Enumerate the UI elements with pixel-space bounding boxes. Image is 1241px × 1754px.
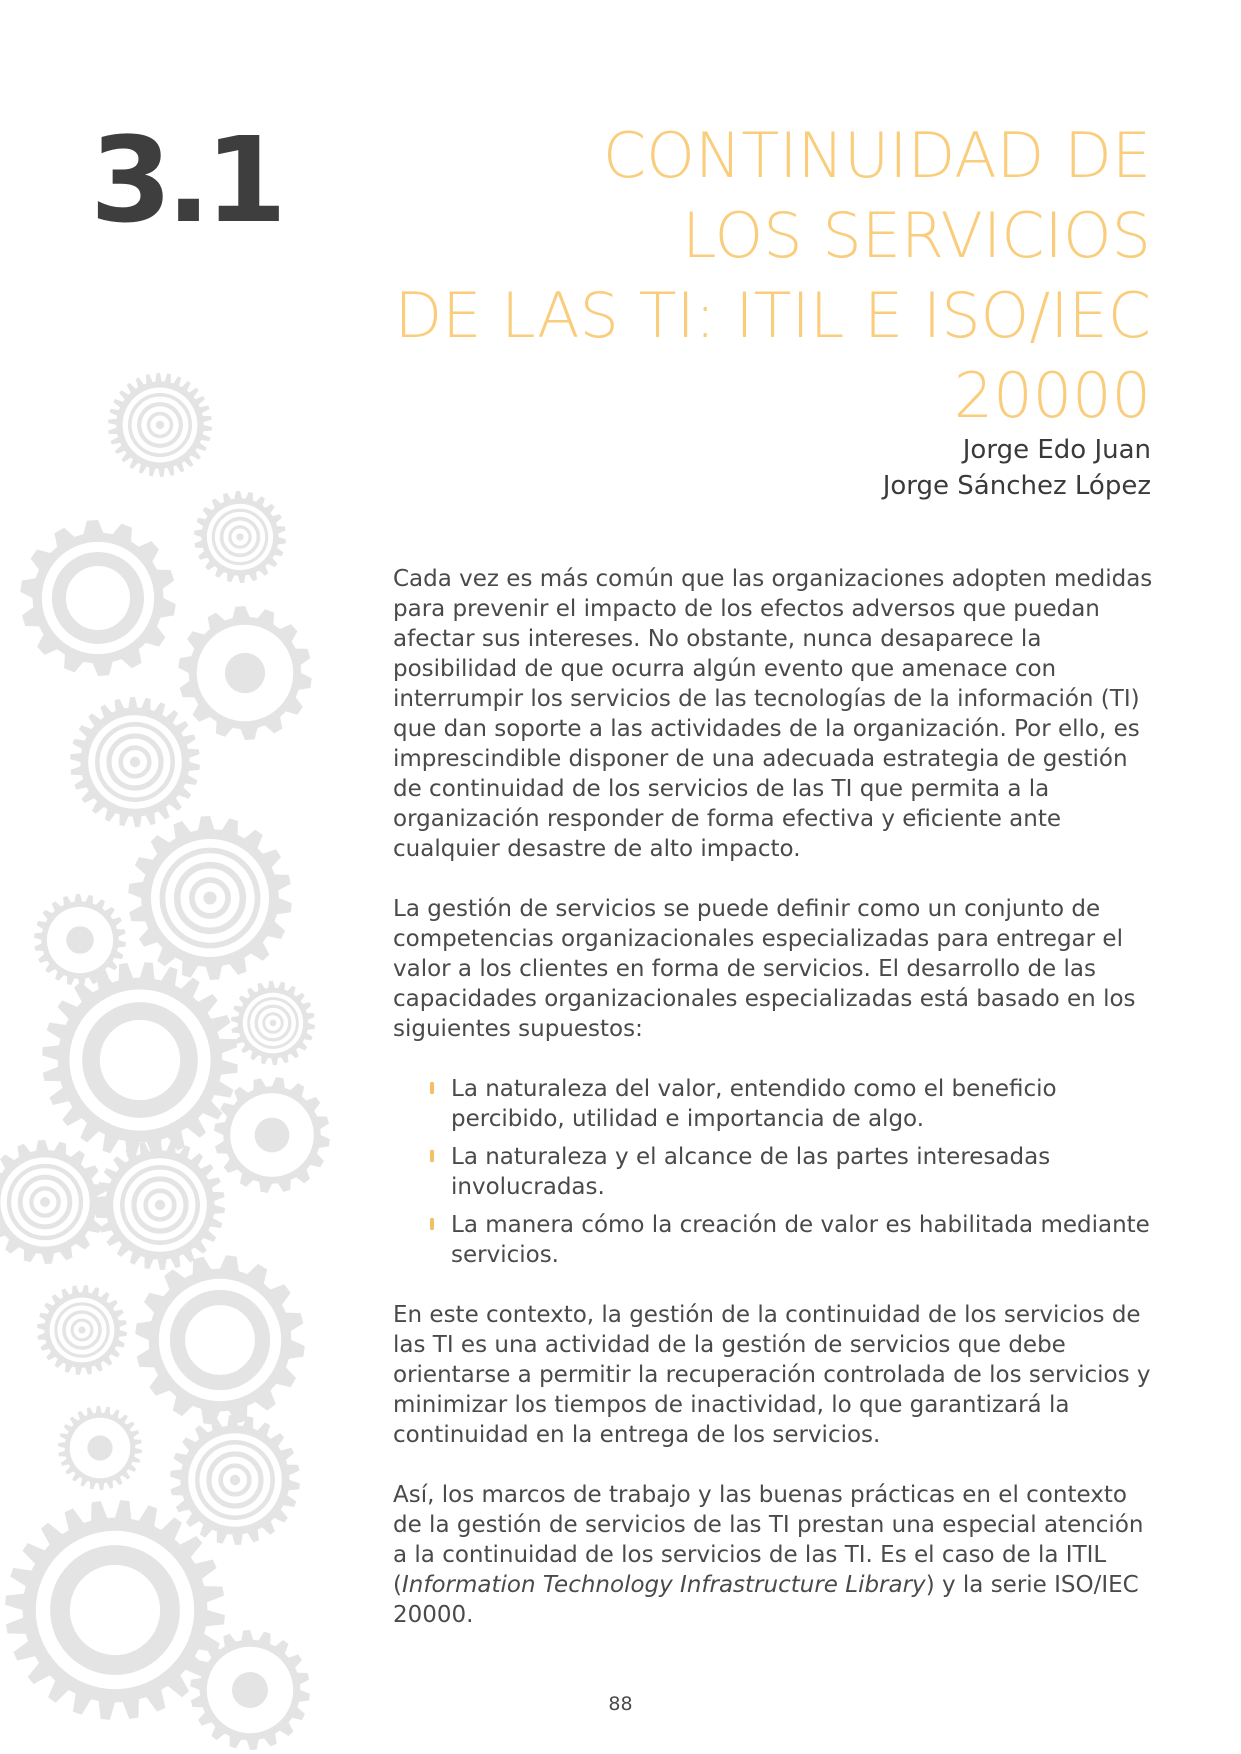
chapter-title [231,116,1151,436]
page-number: 88 [608,1693,633,1715]
gear-icon [135,1255,305,1425]
paragraph-intro: Cada vez es más común que las organizaciones adopten medidas para prevenir el impacto de los efectos adversos que puedan afectar sus intereses. No obstante, nunca desaparece la posibilidad de que ocurra algún evento que amenace con interrumpir los servicios de las tecnologías de la información (TI) que dan soporte a las actividades de la organización. Por ello, es imprescindible disponer de una adecuada estrategia de gestión de continuidad de los servicios de las TI que permita a la organización responder de forma efectiva y eficiente ante cualquier desastre de alto impacto. [393,566,1153,862]
paragraph-text: ) y la serie ISO/IEC 20000. [393,1572,1139,1628]
list-item [393,1210,1153,1270]
paragraph-text: Así, los marcos de trabajo y las buenas prácticas en el contexto de la gestión de servicios de las TI prestan una especial atención a la continuidad de los servicios de las TI. Es el caso de la ITIL ( [393,1482,1144,1598]
paragraph-context: En este contexto, la gestión de la continuidad de los servicios de las TI es una actividad de la gestión de servicios que debe orientarse a permitir la recuperación controlada de los servicios y minimizar los tiempos de inactividad, lo que garantizará la continuidad en la entrega de los servicios. [393,1302,1151,1448]
chapter-title-line: DE LAS TI: ITIL E ISO/IEC [394,279,1151,352]
list-item [393,1142,1153,1202]
chapter-title-line: 20000 [953,359,1151,432]
body-text [393,564,1153,1660]
gear-icon [37,1285,127,1375]
gear-icon [178,606,312,740]
gear-icon [170,1415,300,1545]
list-item-text: La naturaleza del valor, entendido como el beneficio percibido, utilidad e importancia de algo. [451,1076,1057,1132]
gear-icon [190,1630,310,1750]
list-item [393,1074,1153,1134]
bullet-list [393,1074,1153,1270]
gear-icon [58,1406,142,1490]
gear-icon [95,1140,225,1270]
gear-icon [42,962,238,1158]
authors [883,432,1151,504]
gear-icon [231,981,315,1065]
chapter-number: 3.1 [90,111,282,249]
chapter-title-line: CONTINUIDAD DE [602,119,1151,192]
gear-icon [70,697,200,827]
bullet-marker-icon [430,1082,434,1094]
paragraph-frameworks [393,1480,1153,1630]
bullet-marker-icon [430,1150,434,1162]
list-item-text: La naturaleza y el alcance de las partes interesadas involucradas. [451,1144,1051,1200]
gear-icon [0,1140,107,1264]
author-name: Jorge Edo Juan [962,435,1151,465]
chapter-title-line: LOS SERVICIOS [682,199,1151,272]
paragraph-service-management: La gestión de servicios se puede definir como un conjunto de competencias organizacionales especializadas para entregar el valor a los clientes en forma de servicios. El desarrollo de las capacidades organizacionales especializadas está basado en los siguientes supuestos: [393,896,1136,1042]
author-name: Jorge Sánchez López [882,471,1151,501]
gear-icon [20,520,176,676]
list-item-text: La manera cómo la creación de valor es habilitada mediante servicios. [451,1212,1150,1268]
bullet-marker-icon [430,1218,434,1230]
gear-icon [34,894,126,986]
gear-icon [108,373,212,477]
gear-icon [128,816,292,980]
itil-expansion: Information Technology Infrastructure Library [401,1572,926,1598]
gear-icon [194,491,286,583]
